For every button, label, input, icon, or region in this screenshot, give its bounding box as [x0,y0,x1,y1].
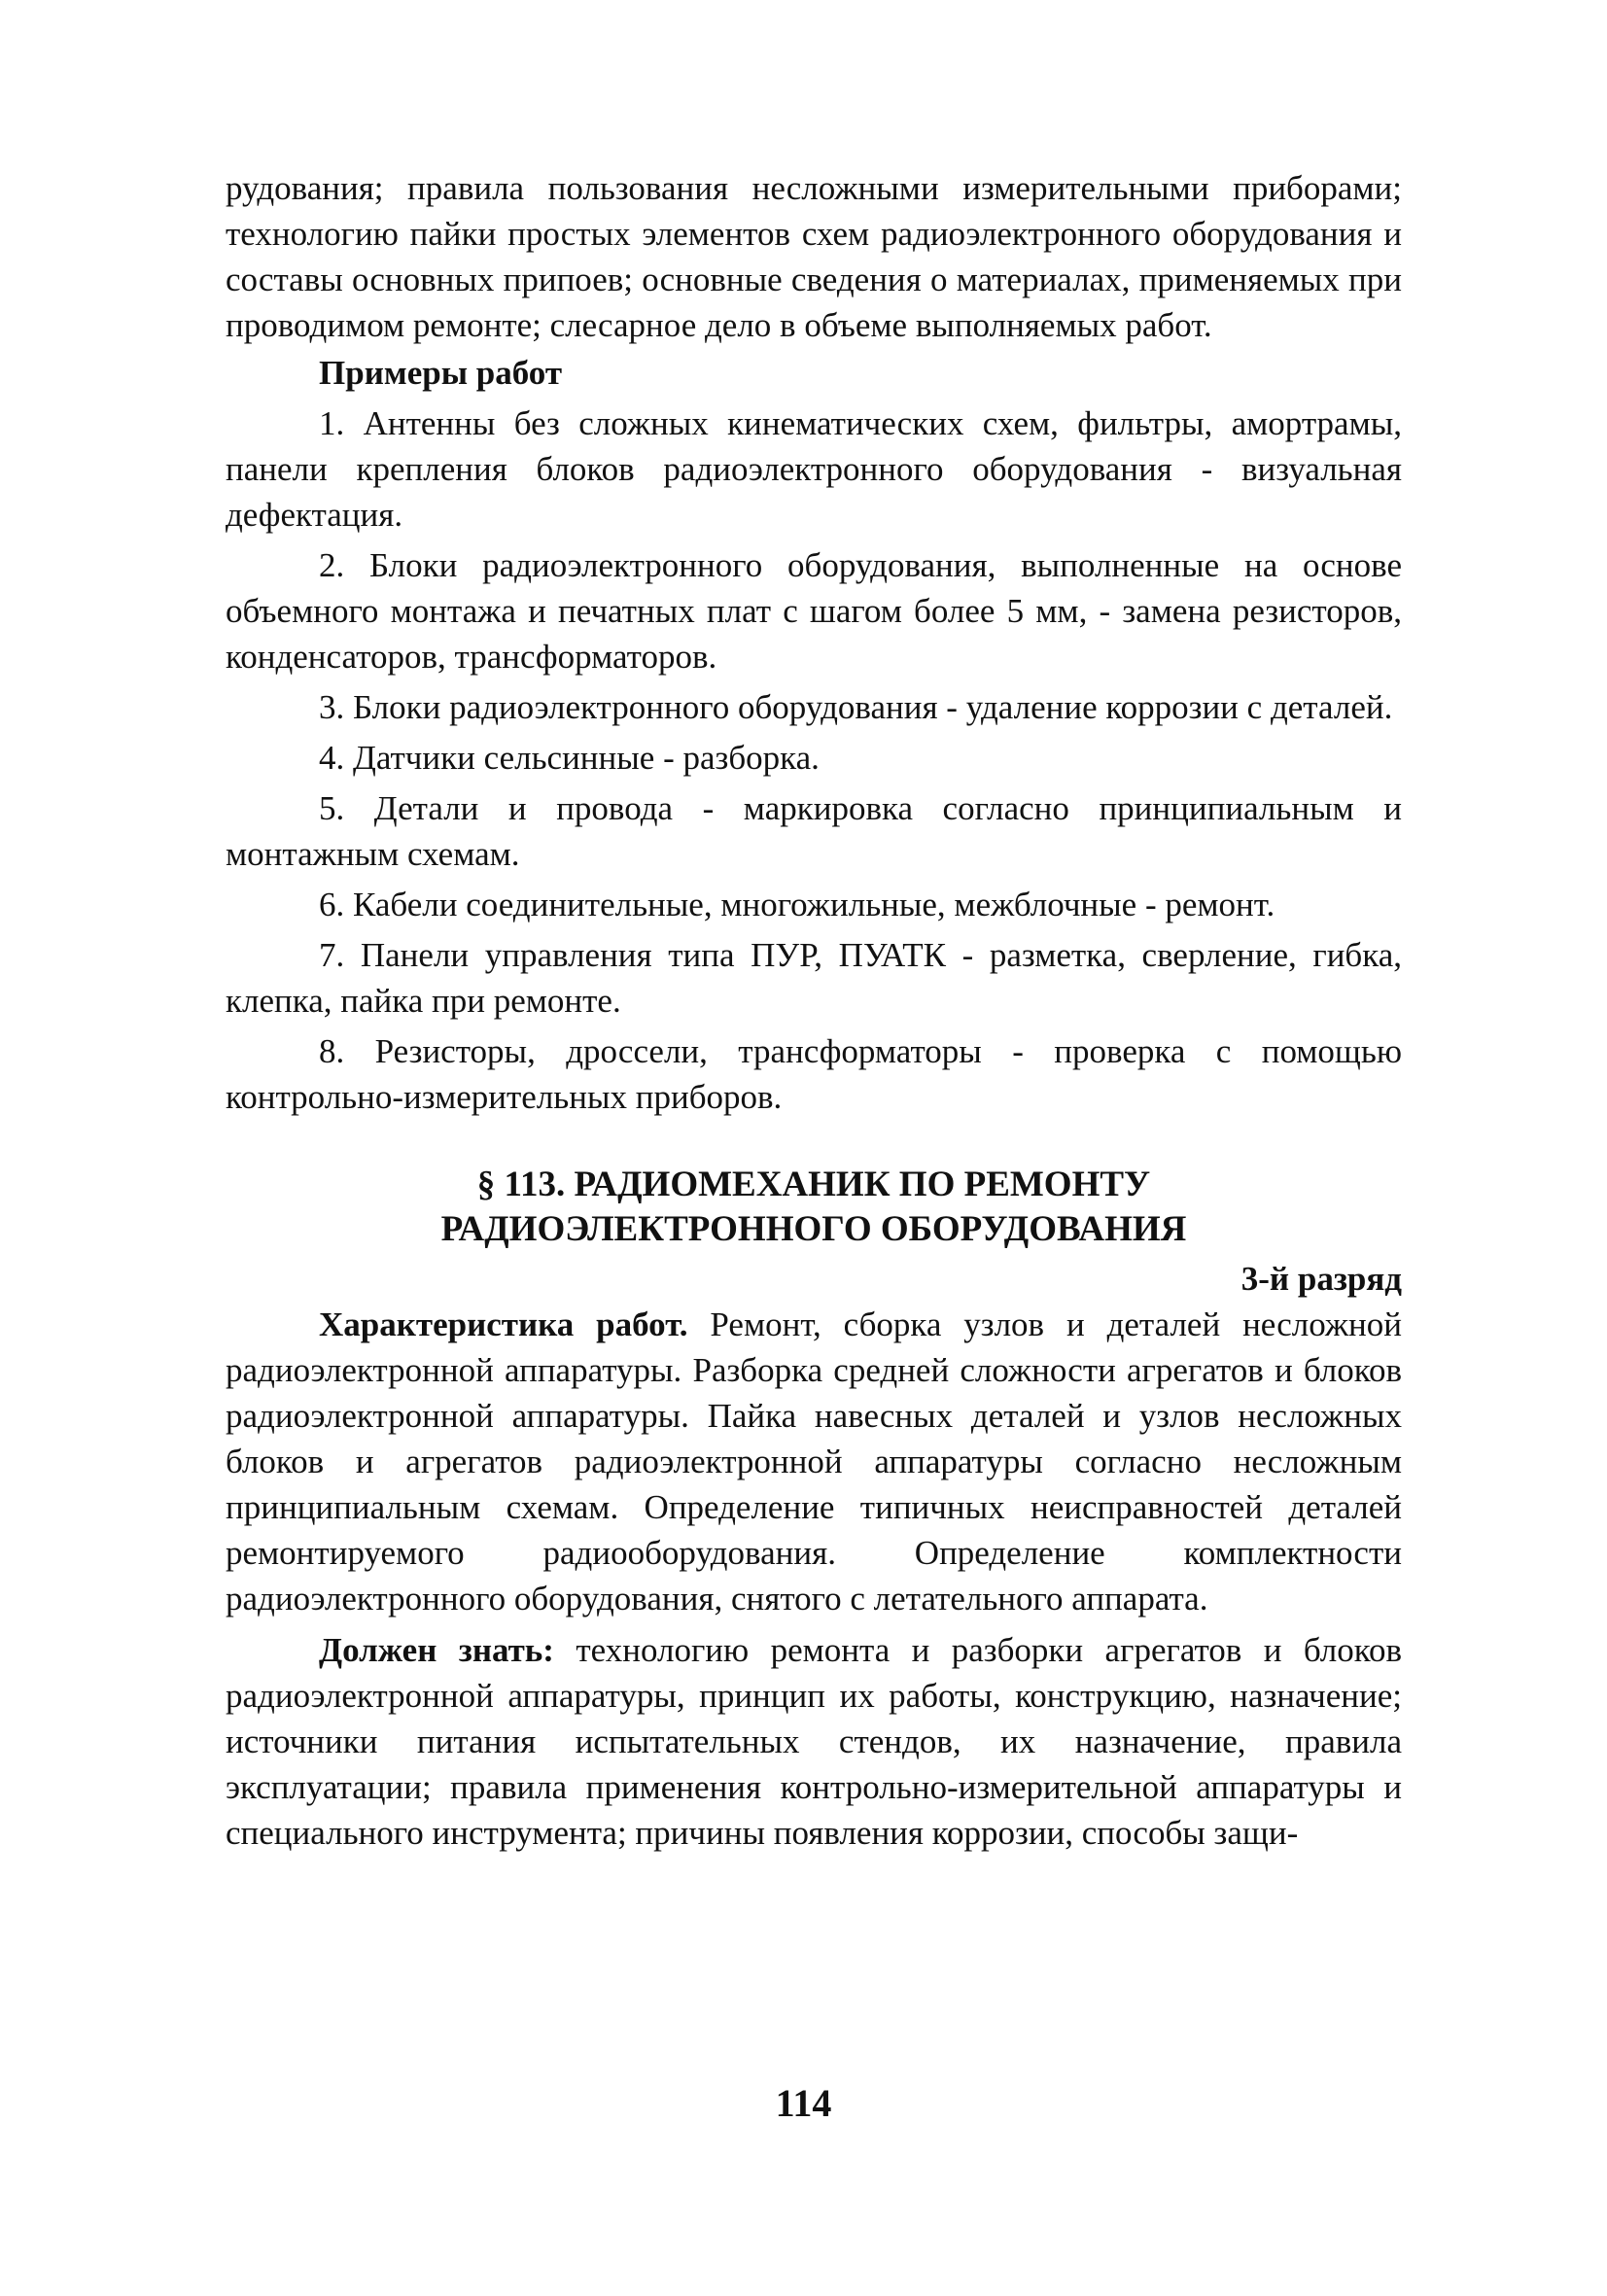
example-item-7: 7. Панели управления типа ПУР, ПУАТК - разметка, сверление, гибка, клепка, пайка при ремонте. [226,936,1402,1020]
examples-heading: Примеры работ [319,354,563,392]
intro-paragraph: рудования; правила пользования несложными измерительными приборами; технологию пайки простых элементов схем радиоэлектронного оборудования и составы основных припоев; основные сведения о материалах, применяемых при проводимом ремонте; слесарное дело в объеме выполняемых работ. [226,169,1402,344]
body-text [226,165,1402,1856]
characteristics-paragraph [226,1302,1402,1621]
section-heading-line2: РАДИОЭЛЕКТРОННОГО ОБОРУДОВАНИЯ [440,1209,1187,1249]
example-item-6: 6. Кабели соединительные, многожильные, межблочные - ремонт. [319,886,1275,923]
example-item-5: 5. Детали и провода - маркировка согласно принципиальным и монтажным схемам. [226,789,1402,873]
example-item-4: 4. Датчики сельсинные - разборка. [319,739,820,777]
example-item-8: 8. Резисторы, дроссели, трансформаторы - проверка с помощью контрольно-измерительных приборов. [226,1032,1402,1116]
page-number: 114 [775,2081,832,2125]
must-know-label: Должен знать: [319,1631,554,1669]
characteristics-label: Характеристика работ. [319,1305,688,1343]
must-know-text: технологию ремонта и разборки агрегатов и блоков радиоэлектронной аппаратуры, принцип их работы, конструкцию, назначение; источники питания испытательных стендов, их назначение, правила эксплуатации; правила применения контрольно-измерительной аппаратуры и специального инструмента; причины появления коррозии, способы защи- [226,1631,1402,1852]
section-heading [226,1163,1402,1252]
example-item-1: 1. Антенны без сложных кинематических схем, фильтры, амортрамы, панели крепления блоков радиоэлектронного оборудования - визуальная дефектация. [226,404,1402,534]
must-know-paragraph [226,1627,1402,1856]
characteristics-text: Ремонт, сборка узлов и деталей несложной радиоэлектронной аппаратуры. Разборка средней сложности агрегатов и блоков радиоэлектронной аппаратуры. Пайка навесных деталей и узлов несложных блоков и агрегатов радиоэлектронной аппаратуры согласно несложным принципиальным схемам. Определение типичных неисправностей деталей ремонтируемого радиооборудования. Определение комплектности радиоэлектронного оборудования, снятого с летательного аппарата. [226,1305,1402,1618]
grade-label: 3-й разряд [1240,1260,1402,1298]
example-item-3: 3. Блоки радиоэлектронного оборудования - удаление коррозии с деталей. [319,688,1393,726]
section-heading-line1: § 113. РАДИОМЕХАНИК ПО РЕМОНТУ [476,1165,1151,1204]
example-item-2: 2. Блоки радиоэлектронного оборудования, выполненные на основе объемного монтажа и печатных плат с шагом более 5 мм, - замена резисторов, конденсаторов, трансформаторов. [226,546,1402,676]
